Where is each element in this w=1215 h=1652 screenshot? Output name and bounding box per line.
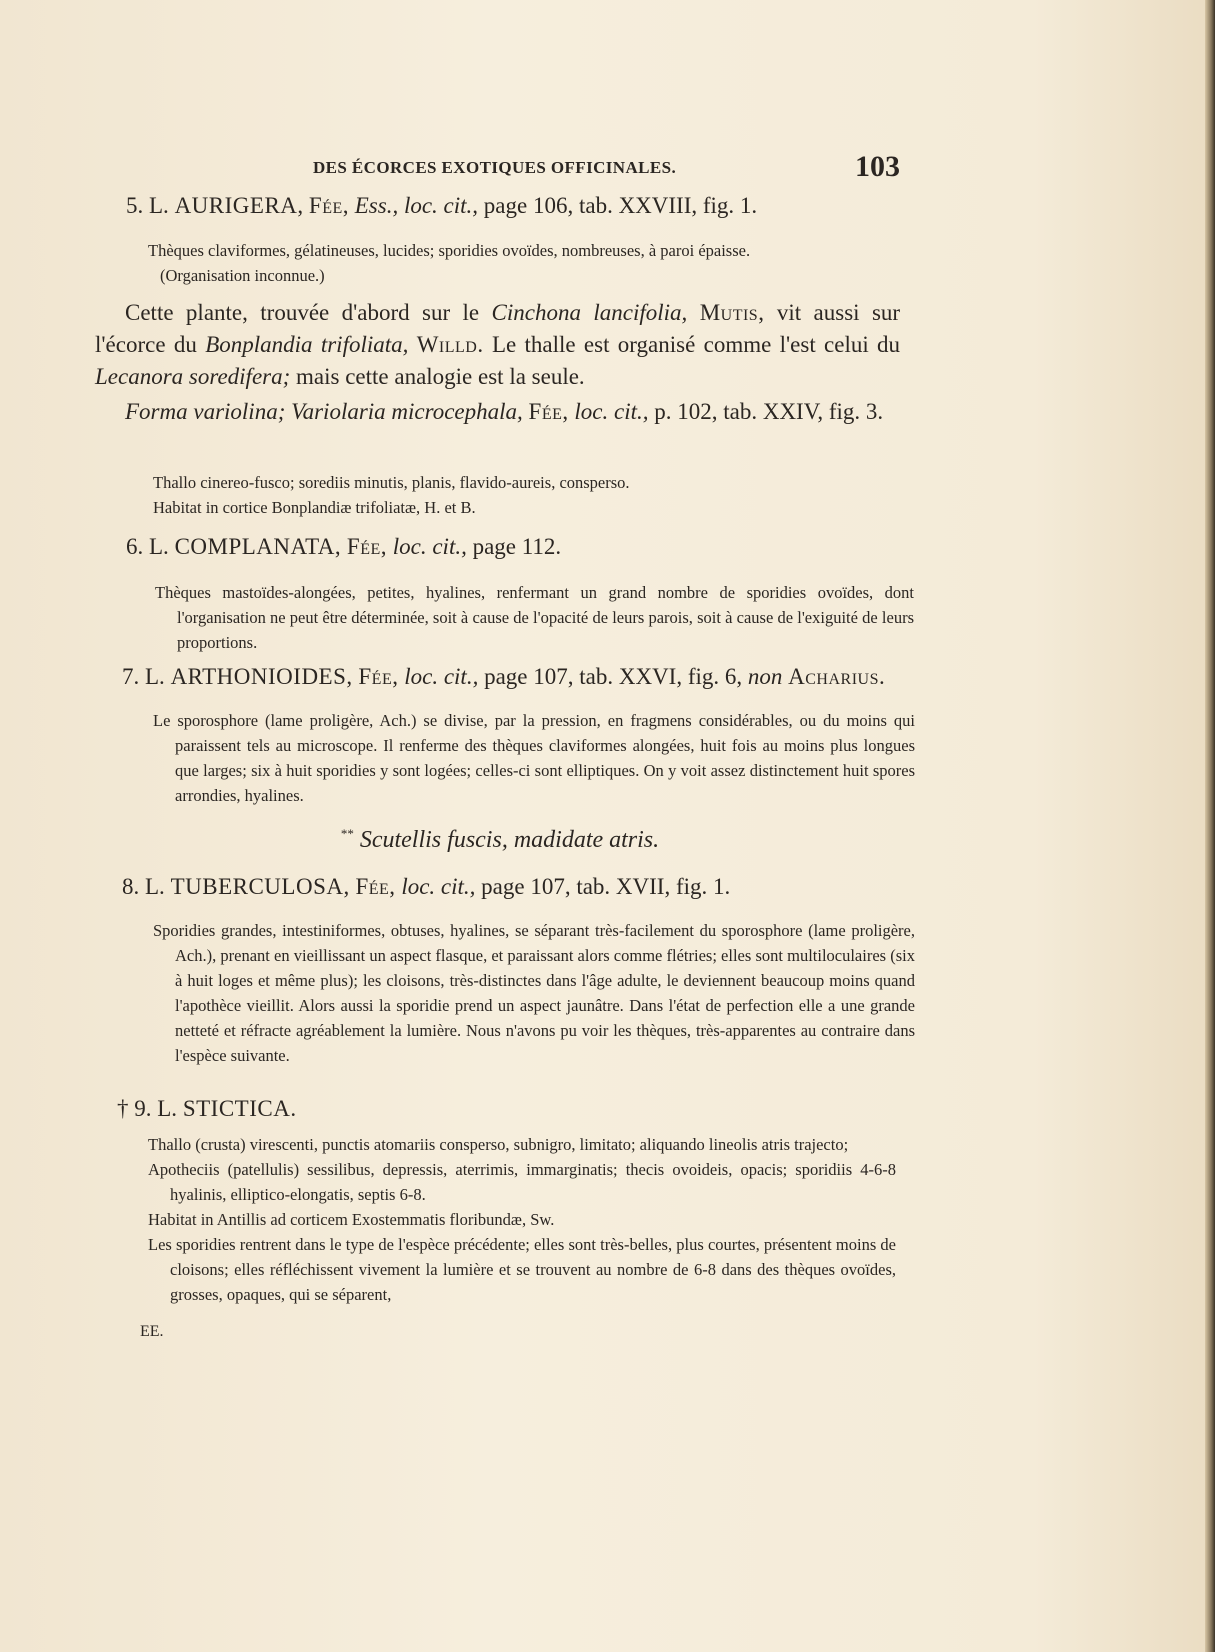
reference: page 112. [472,534,562,559]
taxon: Bonplandia trifoliata, [205,332,409,357]
page-header [120,150,900,183]
loc-cit: loc. cit., [403,193,479,218]
description-line: Thèques claviformes, gélatineuses, lucides; sporidies ovoïdes, nombreuses, à paroi épaisse. [148,241,751,260]
reference: p. 102, tab. XXIV, fig. 3. [654,399,884,424]
author: Fée, [358,664,399,689]
page-number: 103 [855,150,900,183]
species-name: COMPLANATA, [174,534,342,559]
loc-cit: loc. cit., [392,534,467,559]
entry-6-heading [126,534,906,560]
section-title: Scutellis fuscis, madidate atris. [359,827,660,853]
running-head: DES ÉCORCES EXOTIQUES OFFICINALES. [313,158,677,177]
entry-number: 9. L. [134,1096,178,1121]
entry-5-description [148,238,898,288]
species-name: TUBERCULOSA, [170,874,350,899]
taxon: Forma variolina; Variolaria microcephala, [125,399,523,424]
entry-8-description: Sporidies grandes, intestiniformes, obtuses, hyalines, se séparant très-facilement du sporosphore (lame proligère, Ach.), prenant en vieillissant un aspect flasque, et paraissant alors comme flétries; elles sont multiloculaires (six à huit loges et même plus); les cloisons, très-distinctes dans l'âge adulte, le deviennent beaucoup moins quand l'apothèce vieillit. Alors aussi la sporidie prend un aspect jaunâtre. Dans l'état de perfection elle a une grande netteté et réfracte agréablement la lumière. Nous n'avons pu voir les thèques, très-apparentes au contraire dans l'espèce suivante. [153,921,915,1065]
author: Fée, [308,193,349,218]
entry-9-heading [117,1096,897,1122]
entry-5-heading: 5. L. AURIGERA, Fée, Ess., loc. cit., page 106, tab. XXVIII, fig. 1. [126,193,758,218]
description-paragraph: Les sporidies rentrent dans le type de l'espèce précédente; elles sont très-belles, plus courtes, présentent moins de cloisons; elles réfléchissent vivement la lumière et se trouvent au nombre de 6-8 dans des thèques ovoïdes, grosses, opaques, qui se séparent, [148,1235,896,1304]
species-name: ARTHONIOIDES, [170,664,353,689]
entry-9-description [148,1132,896,1307]
text: mais cette analogie est la seule. [296,364,585,389]
author: Acharius. [788,664,886,689]
description-line: Habitat in cortice Bonplandiæ trifoliatæ, H. et B. [153,498,476,517]
species-name: AURIGERA [174,193,298,218]
commentary-paragraph [95,297,900,393]
loc-cit: loc. cit., [401,874,476,899]
entry-6-description: Thèques mastoïdes-alongées, petites, hyalines, renfermant un grand nombre de sporidies ovoïdes, dont l'organisation ne peut être déterminée, soit à cause de l'opacité de leurs parois, soit à cause de l'exiguité de leurs proportions. [155,583,914,652]
entry-8-heading [122,874,902,900]
entry-number: 7. L. [122,664,165,689]
text: Cette plante, trouvée d'abord sur le [125,300,480,325]
reference-work: Ess., [354,193,399,218]
loc-cit: loc. cit., [574,399,649,424]
reference: page 106, tab. XXVIII, fig. 1. [483,193,758,218]
dagger-mark: † [117,1096,129,1121]
description-line: Thallo cinereo-fusco; sorediis minutis, planis, flavido-aureis, consperso. [153,473,630,492]
entry-number: 8. L. [122,874,165,899]
section-heading [0,826,1000,854]
species-name: STICTICA. [182,1096,297,1121]
forma-description [153,470,893,520]
author: Willd. [416,332,484,357]
loc-cit: loc. cit., [404,664,479,689]
entry-number: 6. L. [126,534,169,559]
entry-7-heading [122,664,902,690]
author: Fée, [355,874,396,899]
description-paragraph: Thallo (crusta) virescenti, punctis atomariis consperso, subnigro, limitato; aliquando lineolis atris trajecto; [148,1135,849,1154]
text: vit aussi sur l'écorce du [95,300,901,357]
description-paragraph: Habitat in Antillis ad corticem Exostemmatis floribundæ, Sw. [148,1210,555,1229]
description-line: (Organisation inconnue.) [160,266,325,285]
book-spine-shadow [1205,0,1215,1652]
text: Le thalle est organisé comme l'est celui du [491,332,901,357]
reference: page 107, tab. XVII, fig. 1. [481,874,731,899]
taxon: Lecanora soredifera; [95,364,291,389]
taxon: Cinchona lancifolia, [491,300,688,325]
signature-mark: EE. [140,1323,164,1340]
description-paragraph: Apotheciis (patellulis) sessilibus, depressis, aterrimis, immarginatis; thecis ovoideis, opacis; sporidiis 4-6-8 hyalinis, elliptico-elongatis, septis 6-8. [148,1160,896,1204]
author: Mutis, [699,300,765,325]
reference: page 107, tab. XXVI, fig. 6, [484,664,743,689]
entry-number: 5. L. [126,193,169,218]
author: Fée, [346,534,387,559]
non: non [747,664,783,689]
entry-7-description: Le sporosphore (lame proligère, Ach.) se divise, par la pression, en fragmens considérables, ou du moins qui paraissent tels au microscope. Il renferme des thèques claviformes alongées, huit fois au moins plus longues que larges; six à huit sporidies y sont logées; celles-ci sont elliptiques. On y voit assez distinctement huit spores arrondies, hyalines. [153,711,915,805]
author: Fée, [528,399,569,424]
forma-heading [95,396,900,428]
asterisks: ** [340,826,354,841]
